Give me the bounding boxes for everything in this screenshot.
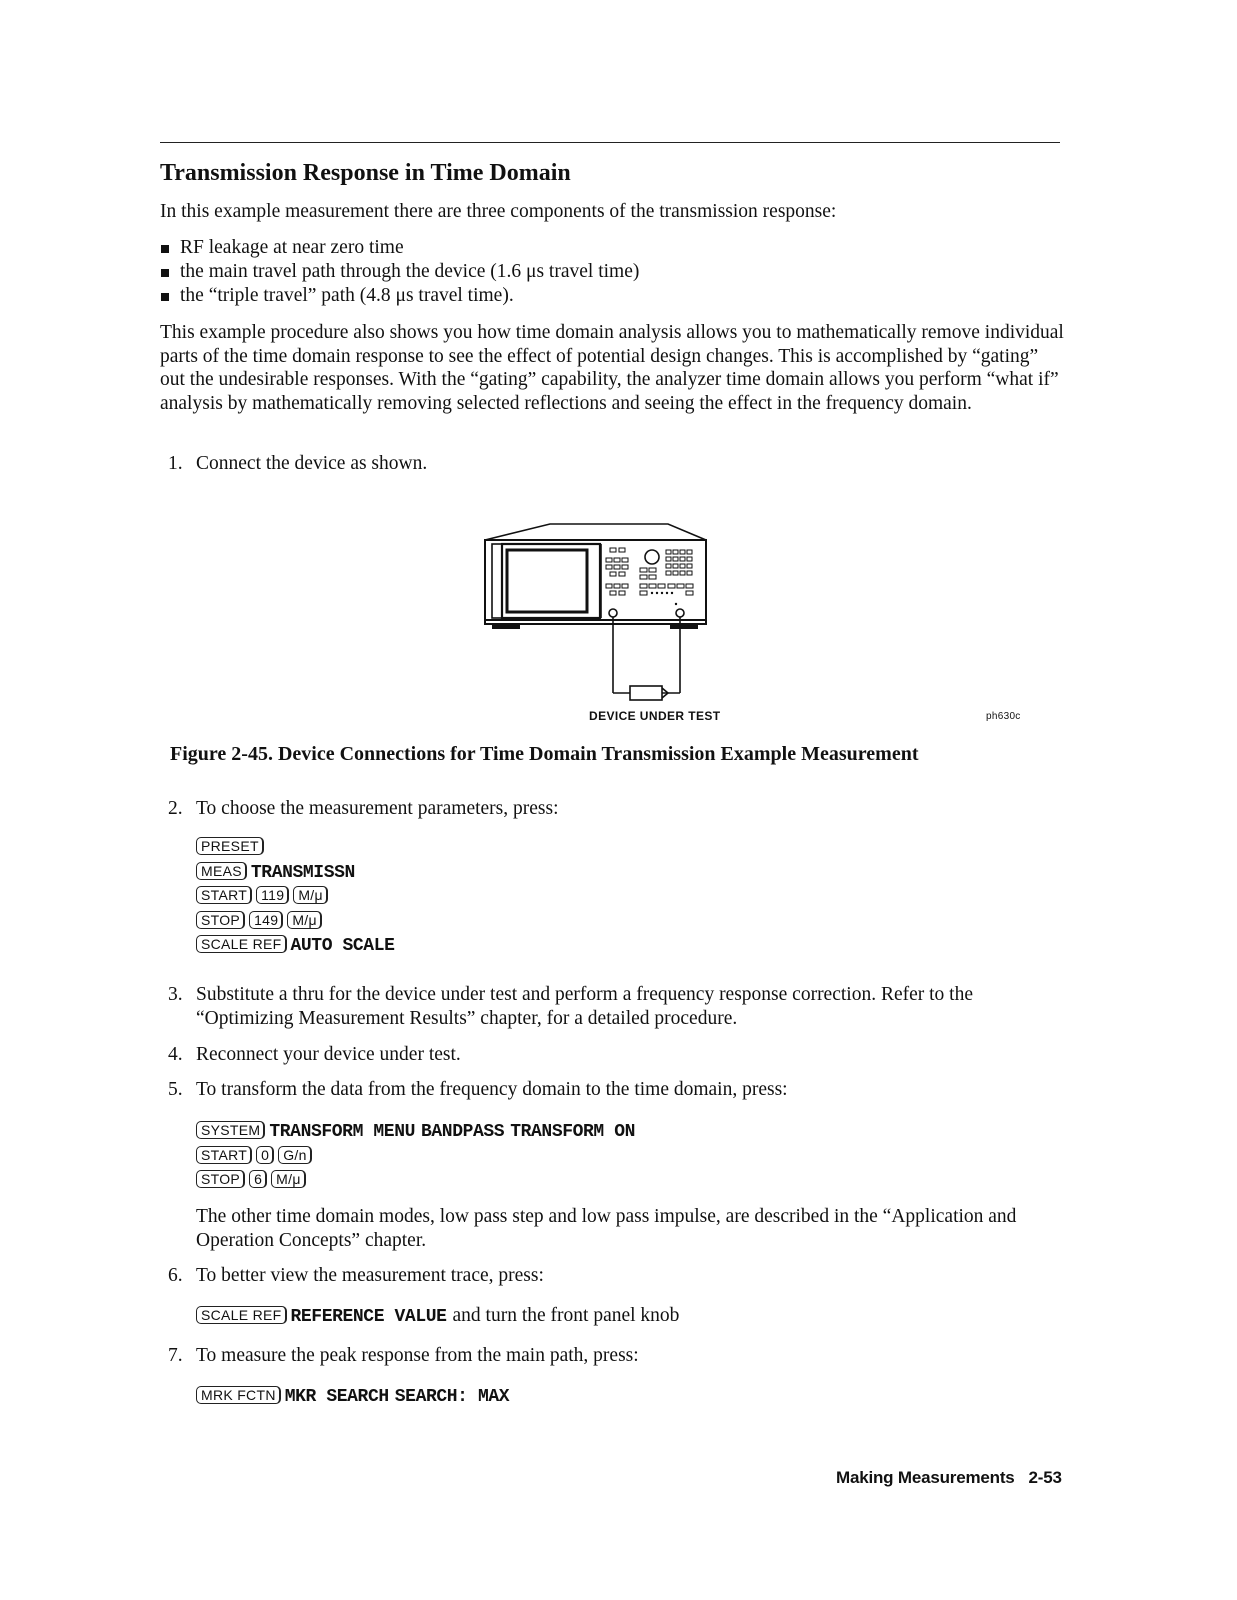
search-max-softkey[interactable]: SEARCH: MAX (394, 1387, 510, 1407)
step-number: 1. (168, 453, 183, 474)
step-number: 2. (168, 798, 183, 819)
digit-0-key[interactable]: 0 (256, 1146, 274, 1164)
step-5-keys (196, 1118, 641, 1192)
figure-caption: Figure 2-45. Device Connections for Time Domain Transmission Example Measurement (170, 743, 919, 765)
transmissn-softkey[interactable]: TRANSMISSN (250, 862, 355, 883)
step-2 (168, 797, 1048, 821)
front-panel-knob (645, 550, 659, 564)
analyzer-screen (507, 550, 587, 612)
stop-key[interactable]: STOP (196, 1170, 245, 1188)
intro-paragraph: In this example measurement there are three components of the transmission response: (160, 201, 837, 222)
step-text: To measure the peak response from the main path, press: (196, 1345, 639, 1366)
start-key[interactable]: START (196, 1146, 252, 1164)
step-7 (168, 1344, 1048, 1368)
digit-149-key[interactable]: 149 (249, 911, 283, 929)
m-micro-key[interactable]: M/μ (271, 1170, 306, 1188)
scale-ref-key[interactable]: SCALE REF (196, 1306, 287, 1324)
step-text: To choose the measurement parameters, press: (196, 798, 559, 819)
port-2-connector (676, 609, 684, 617)
preset-key[interactable]: PRESET (196, 837, 264, 855)
analyzer-screen-bezel (502, 544, 600, 618)
list-item: the main travel path through the device (1.6 μs travel time) (160, 260, 639, 284)
step-6-keys (196, 1303, 679, 1328)
step-6 (168, 1264, 1048, 1288)
step-number: 5. (168, 1079, 183, 1100)
bandpass-softkey[interactable]: BANDPASS (421, 1122, 505, 1142)
component-list (160, 236, 639, 308)
explanation-paragraph: This example procedure also shows you how time domain analysis allows you to mathematically remove individual parts of the time domain response to see the effect of potential design changes. This is accomplished by “gating” out the undesirable responses. With the “gating” capability, the analyzer time domain allows you perform “what if” analysis by mathematically removing selected reflections and seeing the effect in the frequency domain. (160, 322, 1064, 414)
step-number: 4. (168, 1044, 183, 1065)
page-number: 2-53 (1028, 1468, 1062, 1487)
section-title: Transmission Response in Time Domain (160, 160, 571, 186)
start-key[interactable]: START (196, 886, 252, 904)
analyzer-connection-diagram (480, 518, 710, 708)
mrk-fctn-key[interactable]: MRK FCTN (196, 1386, 281, 1404)
step-7-keys (196, 1383, 515, 1408)
figure-id: ph630c (986, 711, 1021, 722)
list-item: the “triple travel” path (4.8 μs travel time). (160, 284, 639, 308)
transform-on-softkey[interactable]: TRANSFORM ON (510, 1122, 636, 1142)
step-text: Connect the device as shown. (196, 453, 428, 474)
header-rule (160, 142, 1060, 143)
step-3 (168, 983, 1048, 1030)
step-text: To transform the data from the frequency domain to the time domain, press: (196, 1079, 788, 1100)
step-text: To better view the measurement trace, press: (196, 1265, 544, 1286)
step-2-keys (196, 834, 401, 957)
mkr-search-softkey[interactable]: MKR SEARCH (284, 1387, 389, 1407)
analyzer-top-outline (485, 524, 706, 540)
scale-ref-key[interactable]: SCALE REF (196, 935, 287, 953)
reference-value-softkey[interactable]: REFERENCE VALUE (290, 1307, 447, 1327)
auto-scale-softkey[interactable]: AUTO SCALE (290, 936, 395, 956)
m-micro-key[interactable]: M/μ (287, 911, 322, 929)
step-4 (168, 1043, 1048, 1067)
transform-menu-softkey[interactable]: TRANSFORM MENU (269, 1122, 415, 1142)
stop-key[interactable]: STOP (196, 911, 245, 929)
step-number: 7. (168, 1345, 183, 1366)
step-1 (168, 452, 1048, 476)
step-text: Reconnect your device under test. (196, 1044, 461, 1065)
footer-section-title: Making Measurements (836, 1468, 1015, 1487)
step-text: Substitute a thru for the device under test and perform a frequency response correction. Refer to the “Optimizing Measurement Results” chapter, for a detailed procedure. (196, 984, 974, 1029)
step-number: 3. (168, 984, 183, 1005)
m-micro-key[interactable]: M/μ (293, 886, 328, 904)
port-1-connector (609, 609, 617, 617)
knob-instruction: and turn the front panel knob (452, 1305, 680, 1326)
digit-119-key[interactable]: 119 (256, 886, 289, 904)
step-5 (168, 1078, 1048, 1102)
device-under-test-label: DEVICE UNDER TEST (589, 709, 721, 723)
digit-6-key[interactable]: 6 (249, 1170, 267, 1188)
page-footer (836, 1468, 1062, 1488)
g-nano-key[interactable]: G/n (278, 1146, 311, 1164)
time-domain-modes-note: The other time domain modes, low pass step and low pass impulse, are described in the “Application and Operation Concepts” chapter. (196, 1206, 1017, 1251)
meas-key[interactable]: MEAS (196, 862, 247, 880)
step-number: 6. (168, 1265, 183, 1286)
device-under-test (630, 686, 662, 700)
system-key[interactable]: SYSTEM (196, 1121, 265, 1139)
list-item: RF leakage at near zero time (160, 236, 639, 260)
